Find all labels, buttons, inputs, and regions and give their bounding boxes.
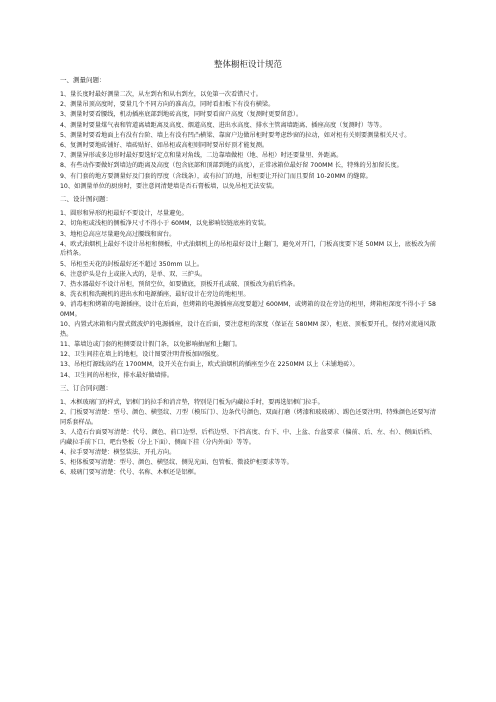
section-item: 3、地柜总高应尽量避免高过腰线和窗台。 [60, 230, 176, 238]
section-item: 1、量长度时最好测量二次，从左到右和从右到左，以免第一次看错尺寸。 [60, 91, 262, 98]
section-item: 8、有些动作要做好到墙边的距离及高度（包含底部和顶部到地的高度），正常冰箱位最好留 700MM 长，特殊的另加留长度。 [60, 162, 403, 170]
section-item: 1、木框玻璃门的样式，铝框门的拉手和消音垫，特别是门板为内藏拉手时，要再选铝框门拉手。 [60, 399, 324, 407]
section-item: 2、切角柜或浅柜的侧板净尺寸不得小于 60MM，以免影响铰链底座的安装。 [60, 220, 271, 228]
section-item: 3、测量时要看腰线，机动插座底部到地砖高度，同时要看窗户高度（复测时更要留意）。 [60, 111, 303, 119]
section-item: 10、如测量单位的厨房时，要注意问清楚墙是否石膏板墙，以免吊柜无法安装。 [60, 182, 279, 190]
section-item: 3、人造石台面要写清楚：代号、颜色、前口边型、后档边型、下挡高度、台下、中、上盆、台盆要求（偏前、后、左、右）、侧面后档、内藏拉手前下口、吧台垫板（分上下面）、侧面下挂（分内外面）等等。 [60, 429, 436, 446]
section-item: 6、注意炉头是台上或嵌入式的，是单、双、三炉头。 [60, 270, 207, 278]
section-item: 5、吊柜至天花的封板最好还不超过 350mm 以上。 [60, 260, 204, 268]
section-item: 7、热水器最好不设计吊柜，预留空位，如要做底，顶板开孔或破、顶板改为前后档条。 [60, 281, 300, 288]
section-heading: 一、测量问题： [60, 76, 106, 84]
section-item: 12、卫生间挂在墙上的地柜，设计图要注明背板加固强度。 [60, 351, 223, 359]
section-item: 5、柜体板要写清楚：型号、颜色、横竖纹、侧见光面、包管板、微波炉柜要求等等。 [60, 459, 293, 467]
section-item: 13、吊柜灯源线高约在 1700MM，设开关在台面上，欧式油烟机的插座至少在 2250MM 以上（未铺地砖）。 [60, 361, 359, 369]
section-item: 7、测量异形或多边形时最好要选好定点和量对角线，二边靠墙做柜（地、吊柜）时还要量里、外距离。 [60, 152, 343, 160]
section-item: 8、洗衣机和洗碗机的进出水和电源插座，最好设计在旁边的地柜里。 [60, 291, 250, 299]
section-heading: 二、设计图问题： [60, 195, 112, 204]
section-item: 1、圆形和异形的柜最好不要设计，尽量避免。 [60, 210, 188, 218]
section-item: 14、卫生间的吊柜位，排水最好做墙排。 [60, 371, 174, 379]
section-item: 9、有门套的地方要测量好及门套的厚度（含线条），或有拉门的地，吊柜要让开拉门而且要留 10-20MM 的缝隙。 [60, 172, 372, 180]
section-item: 6、复测时要地砖铺好、墙砖贴好、如吊柜或高柜则同时要吊好顶才能复测。 [60, 141, 269, 149]
section-item: 11、靠墙边或门套的柜侧要设计假门条，以免影响抽屉和上翻门。 [60, 340, 242, 348]
section-item: 4、拉手要写清楚：横竖装法、开孔方向。 [60, 448, 176, 456]
document-title: 整体橱柜设计规范 [213, 60, 282, 70]
document-body [60, 75, 436, 478]
section-item: 9、消毒柜和烤箱的电源插座，设计在后面，但烤箱的电源插座高度要超过 600MM，或烤箱的设在旁边的柜里，烤箱柜深度不得小于 580MM。 [60, 301, 436, 318]
section-item: 4、欧式油烟机上最好不设计吊柜和侧板，中式油烟机上的吊柜最好设计上翻门，避免对开门，门板高度要下延 50MM 以上，底板改为前后档条。 [60, 240, 436, 258]
section-item: 4、测量时要量煤气表和管道离墙距离及高度、烟道高度、进出水高度、排水主管离墙距离、插座高度（复测时）等等。 [60, 121, 386, 129]
section-item: 5、测量时要看地面上有没有台阶、墙上有没有凹凸横梁、靠窗户边做吊柜时要考虑纱窗的拉动，如对柜有关则要测量相关尺寸。 [60, 131, 411, 139]
section-heading: 三、订合同问题： [60, 384, 112, 393]
section-item: 10、内置式冰箱和内置式微波炉的电源插座，设计在后面，要注意柜的深度（保证在 580MM 深），柜底、顶板要开孔，保持对流通风散热。 [60, 321, 436, 338]
section-item: 6、玻璃门要写清楚：代号、名称、木框还是铝框。 [60, 469, 201, 477]
section-item: 2、门板要写清楚：型号、颜色、横竖纹、刀型（模压门）、边条代号颜色、双面打磨（烤漆和玻玻璃）、踢色还要注明、特殊颜色还要写清同系套样品。 [60, 409, 436, 426]
section-item: 2、测量吊顶高度时，要量几个不同方向的准高点，同时看扣板下有没有横梁。 [60, 101, 275, 109]
